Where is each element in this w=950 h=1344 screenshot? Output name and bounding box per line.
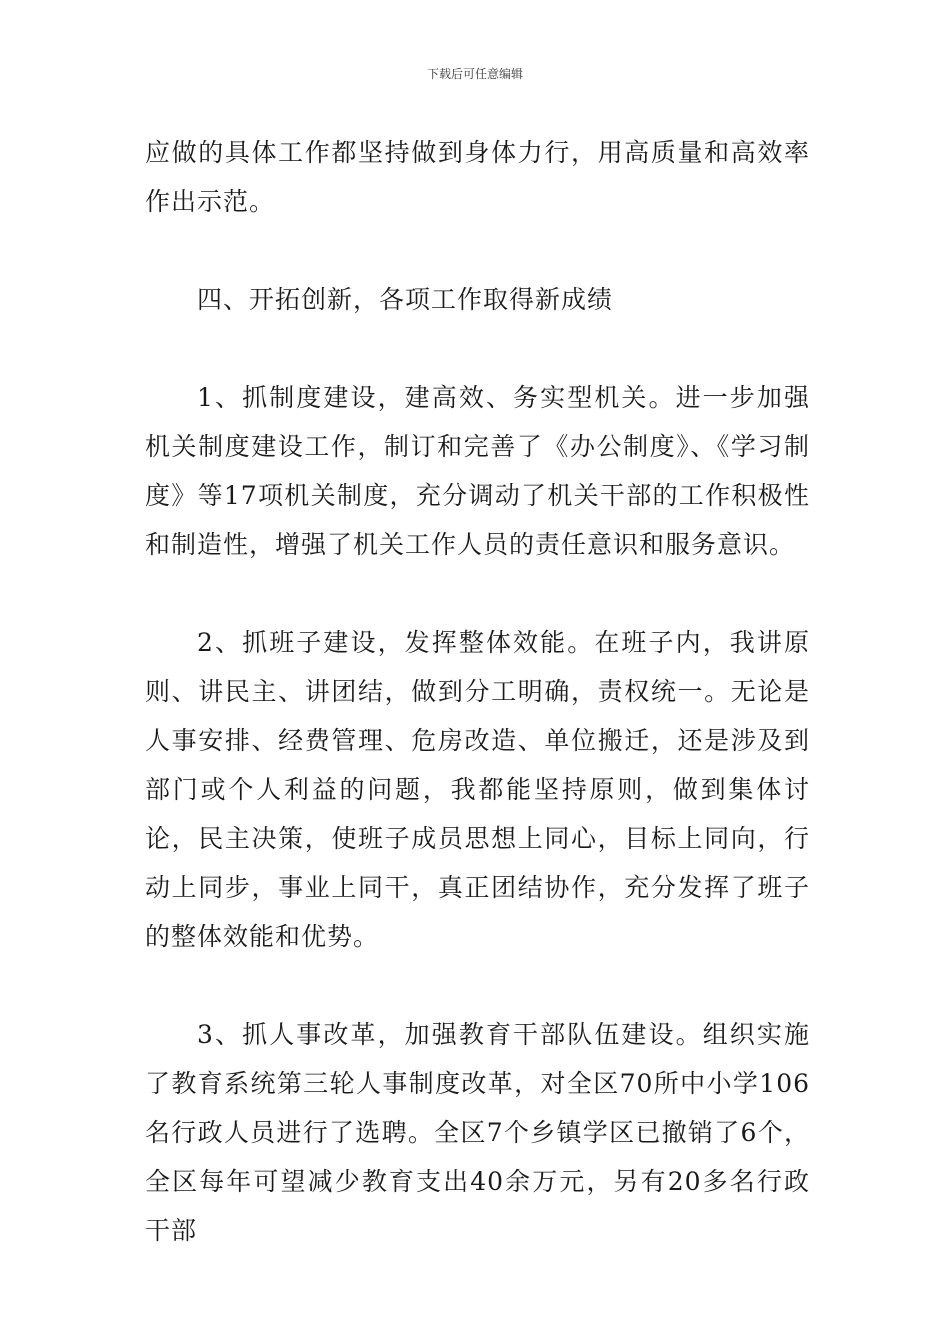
paragraph-item-2: 2、抓班子建设，发挥整体效能。在班子内，我讲原则、讲民主、讲团结，做到分工明确，责权统一。无论是人事安排、经费管理、危房改造、单位搬迁，还是涉及到部门或个人利益的问题，我都能坚持原则，做到集体讨论，民主决策，使班子成员思想上同心，目标上同向，行动上同步，事业上同干，真正团结协作，充分发挥了班子的整体效能和优势。 <box>145 628 810 951</box>
paragraph-continuation: 应做的具体工作都坚持做到身体力行，用高质量和高效率作出示范。 <box>145 138 810 216</box>
paragraph-item-1: 1、抓制度建设，建高效、务实型机关。进一步加强机关制度建设工作，制订和完善了《办公制度》、《学习制度》等17项机关制度，充分调动了机关干部的工作积极性和制造性，增强了机关工作人员的责任意识和服务意识。 <box>145 383 810 559</box>
section-heading: 四、开拓创新，各项工作取得新成绩 <box>197 285 614 314</box>
document-body <box>145 128 810 1255</box>
paragraph-item-3: 3、抓人事改革，加强教育干部队伍建设。组织实施了教育系统第三轮人事制度改革，对全区70所中小学106名行政人员进行了选聘。全区7个乡镇学区已撤销了6个，全区每年可望减少教育支出40余万元，另有20多名行政干部 <box>145 1020 810 1245</box>
page-header: 下载后可任意编辑 <box>426 67 523 81</box>
